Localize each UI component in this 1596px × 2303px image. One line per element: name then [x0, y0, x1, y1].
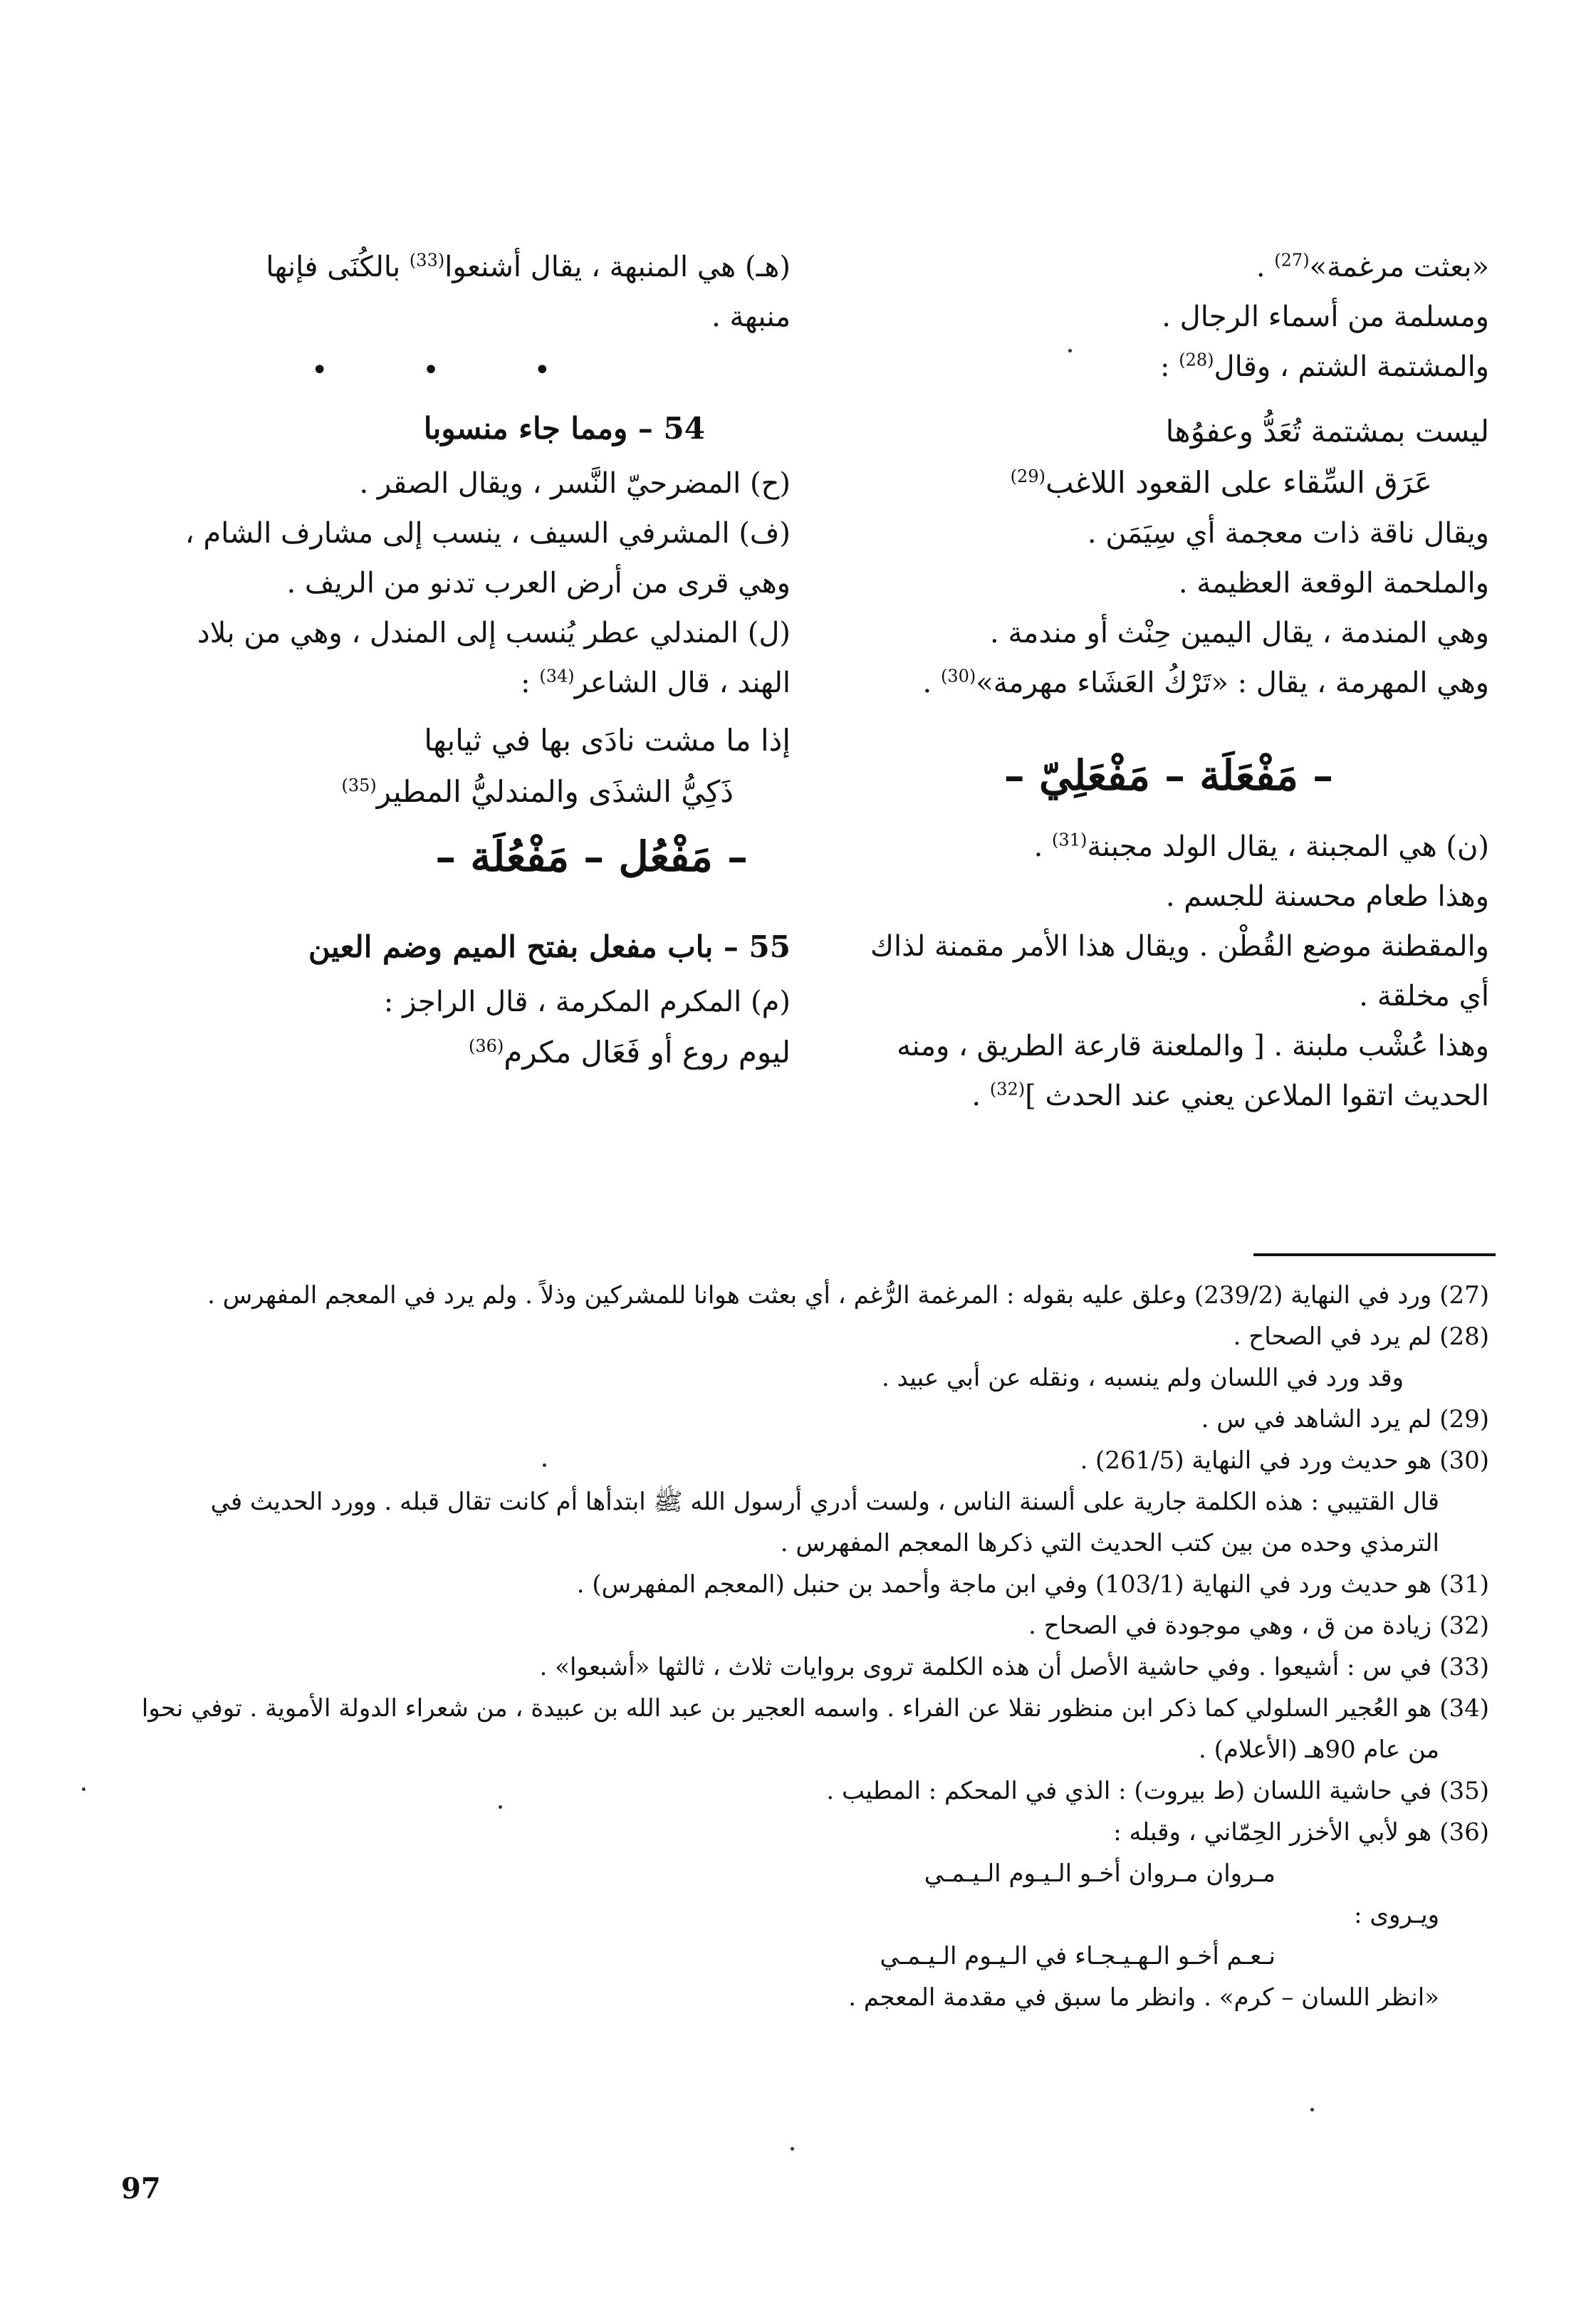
footnote-32: (32) زيادة من ق ، وهي موجودة في الصحاح .	[1028, 1612, 1489, 1640]
verse-line: ليوم روع أو فَعَال مكرم$^{(36)}$	[469, 1035, 791, 1070]
text-line: (ل) المندلي عطر يُنسب إلى المندل ، وهي من بلاد	[197, 617, 791, 649]
section-title-54: 54 – ومما جاء منسوبا	[423, 411, 705, 446]
text-line: والمشتمة الشتم ، وقال$^{(28)}$ :	[1160, 350, 1489, 383]
text-line: (ف) المشرفي السيف ، ينسب إلى مشارف الشام ،	[184, 517, 791, 550]
section-title-55: 55 – باب مفعل بفتح الميم وضم العين	[308, 929, 791, 964]
text-line: وهذا عُشْب ملبنة . [ والملعنة قارعة الطريق ، ومنه	[897, 1030, 1489, 1062]
text-line: وهي المهرمة ، يقال : «تَرْكُ العَشَاء مهرمة»$^{(30)}$ .	[922, 666, 1489, 699]
poem-verse	[114, 715, 791, 818]
poem-verse	[848, 406, 1489, 508]
footnote-36-verse: نـعـم أخـو الـهـيـجـاء في الـيـوم الـيـمـي	[880, 1942, 1276, 1970]
text-line: منبهة .	[711, 301, 791, 333]
footnote-35: (35) في حاشية اللسان (ط بيروت) : الذي في المحكم : المطيب .	[826, 1777, 1489, 1805]
footnotes	[100, 1275, 1489, 2018]
text-line: (م) المكرم المكرمة ، قال الراجز :	[383, 986, 791, 1018]
footnote-30-continued: الترمذي وحده من بين كتب الحديث التي ذكرها المعجم المفهرس .	[780, 1529, 1439, 1557]
text-line: ويقال ناقة ذات معجمة أي سِيَمَن .	[1087, 517, 1489, 550]
section-heading: – مَفْعَلَة – مَفْعَلِيّ –	[1003, 751, 1334, 800]
footnote-36-continued: «انظر اللسان – كرم» . وانظر ما سبق في مقدمة المعجم .	[848, 1983, 1439, 2012]
footnote-30: (30) هو حديث ورد في النهاية (261/5) .	[1080, 1446, 1489, 1475]
text-line: (ح) المضرحيّ النَّسر ، ويقال الصقر .	[359, 467, 791, 500]
scan-speck	[82, 1787, 85, 1791]
footnote-36: (36) هو لأبي الأخزر الحِمّاني ، وقبله :	[1113, 1818, 1489, 1847]
verse-second-hemistich: ذَكِيُّ الشذَى والمندليُّ المطير$^{(35)}$	[341, 774, 734, 809]
footnote-34-continued: من عام 90هـ (الأعلام) .	[1199, 1735, 1439, 1764]
footnote-34: (34) هو العُجير السلولي كما ذكر ابن منظور نقلا عن الفراء . واسمه العجير بن عبد الله بن عبيدة ، من شعراء الدولة الأموية . توفي نحوا	[141, 1694, 1489, 1723]
text-line: ومسلمة من أسماء الرجال .	[1162, 301, 1489, 333]
text-line: «بعثت مرغمة»$^{(27)}$ .	[1256, 250, 1489, 283]
verse-second-hemistich: عَرَق السِّقاء على القعود اللاغب$^{(29)}$	[1010, 465, 1432, 500]
footnote-separator-rule	[1253, 1253, 1496, 1256]
text-line: وهي المندمة ، يقال اليمين حِنْث أو مندمة .	[990, 617, 1489, 649]
scan-speck	[543, 1463, 546, 1467]
right-column	[848, 242, 1489, 1121]
text-line: الحديث اتقوا الملاعن يعني عند الحدث ]$^{(32)}$ .	[971, 1079, 1489, 1112]
scan-speck	[1068, 349, 1072, 352]
text-line: (ن) هي المجبنة ، يقال الولد مجبنة$^{(31)}$ .	[1033, 830, 1489, 863]
verse-first-hemistich: ليست بمشتمة تُعَدُّ وعفوُها	[1165, 414, 1489, 449]
footnote-28: (28) لم يرد في الصحاح .	[1233, 1322, 1489, 1351]
text-line: الهند ، قال الشاعر$^{(34)}$ :	[521, 666, 791, 699]
text-line: والملحمة الوقعة العظيمة .	[1178, 567, 1489, 600]
footnote-27: (27) ورد في النهاية (239/2) وعلق عليه بقوله : المرغمة الرُّغم ، أي بعثت هوانا للمشركين وذلاً . ولم يرد في المعجم المفهرس .	[207, 1281, 1489, 1310]
footnote-33: (33) في س : أشيعوا . وفي حاشية الأصل أن هذه الكلمة تروى بروايات ثلاث ، ثالثها «أشبعوا» .	[539, 1653, 1489, 1681]
scan-speck	[499, 1805, 502, 1809]
page-number: 97	[121, 2172, 161, 2205]
footnote-36-verse: مـروان مـروان أخـو الـيـوم الـيـمـي	[924, 1859, 1276, 1888]
text-line: وهي قرى من أرض العرب تدنو من الريف .	[286, 567, 791, 600]
section-heading: – مَفْعُل – مَفْعُلَة –	[435, 832, 748, 881]
footnote-28-continued: وقد ورد في اللسان ولم ينسبه ، ونقله عن أبي عبيد .	[881, 1364, 1404, 1392]
scan-speck	[791, 2147, 794, 2151]
scan-speck	[1310, 2108, 1314, 2111]
left-column	[114, 242, 791, 1078]
verse-first-hemistich: إذا ما مشت نادَى بها في ثيابها	[424, 723, 791, 758]
text-line: (هـ) هي المنبهة ، يقال أشنعوا$^{(33)}$ بالكُنَى فإنها	[266, 250, 791, 283]
text-line: والمقطنة موضع القُطْن . ويقال هذا الأمر مقمنة لذاك	[870, 930, 1489, 963]
footnote-31: (31) هو حديث ورد في النهاية (103/1) وفي ابن ماجة وأحمد بن حنبل (المعجم المفهرس) .	[576, 1570, 1489, 1599]
footnote-36-continued: ويـروى :	[1354, 1901, 1439, 1929]
text-line: وهذا طعام محسنة للجسم .	[1165, 880, 1489, 913]
text-line: أي مخلقة .	[1359, 980, 1489, 1013]
footnote-29: (29) لم يرد الشاهد في س .	[1201, 1405, 1489, 1434]
section-separator: • • •	[311, 354, 594, 387]
footnote-30-continued: قال القتيبي : هذه الكلمة جارية على ألسنة الناس ، ولست أدري أرسول الله ﷺ ابتدأها أم كانت تقال قبله . وورد الحديث في	[210, 1488, 1439, 1516]
